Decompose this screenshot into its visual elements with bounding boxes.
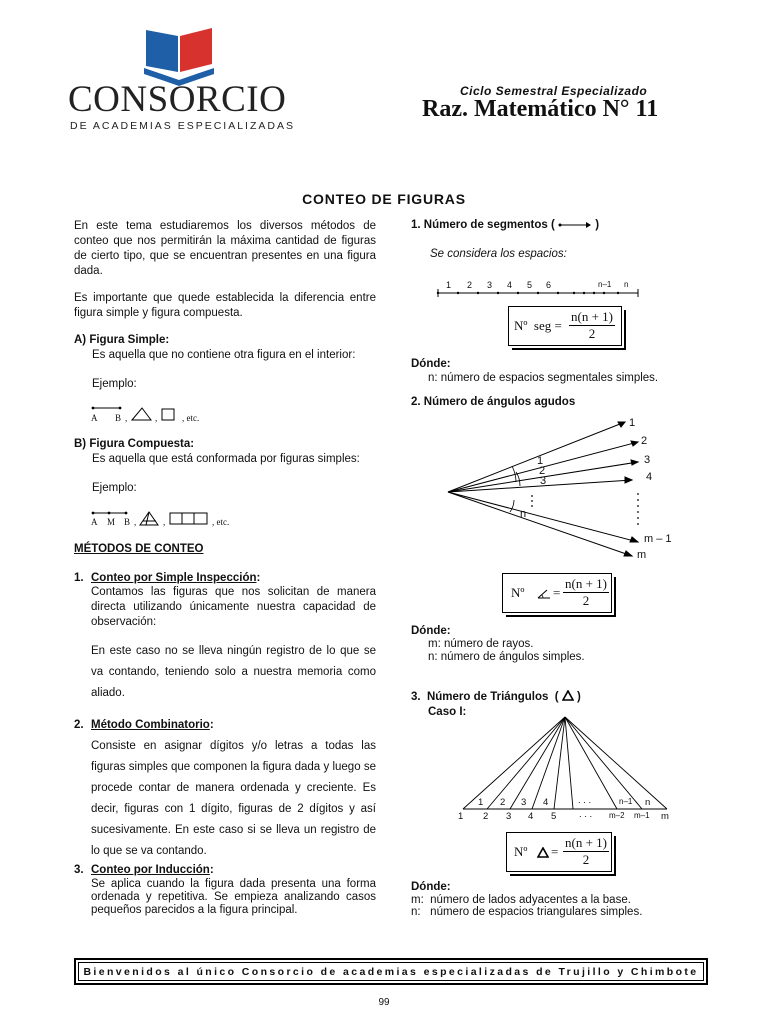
formula-denominator: 2: [582, 852, 590, 867]
method-2-number: 2.: [74, 719, 84, 731]
ray-label: 2: [641, 435, 648, 447]
formula-denominator: 2: [582, 593, 590, 608]
tri-bottom-label: m–1: [634, 811, 650, 820]
tri-top-label: 1: [478, 797, 484, 808]
seg-label: n: [624, 280, 629, 289]
tri-top-label: 3: [521, 797, 527, 808]
footer-banner-text: Bienvenidos al único Consorcio de academias especializadas de Trujillo y Chimbote: [83, 965, 699, 978]
formula-fraction: [563, 835, 609, 868]
page-number: 99: [378, 997, 390, 1008]
angle-label: 1: [537, 455, 544, 467]
tri-top-label: n: [645, 797, 651, 808]
ray-label: 1: [629, 417, 636, 429]
page-title: CONTEO DE FIGURAS: [302, 191, 466, 207]
tri-top-label: 4: [543, 797, 549, 808]
tri-dots: . . .: [579, 809, 593, 820]
logo-subtitle: DE ACADEMIAS ESPECIALIZADAS: [70, 120, 295, 132]
formula-numerator: n(n + 1): [571, 309, 613, 324]
ray-label: 4: [646, 471, 653, 483]
formula-numerator: n(n + 1): [565, 835, 607, 850]
footer-banner: [74, 958, 708, 985]
formula-equals: =: [551, 844, 559, 859]
formula-lhs: Nº: [514, 844, 528, 859]
example-separator: ,: [163, 517, 166, 527]
method-3-number: 3.: [74, 864, 84, 876]
seg-label: 6: [546, 280, 552, 290]
method-1-text-2: En este caso no se lleva ningún registro de lo que se va contando, teniendo solo a nuestra memoria como aliado.: [91, 645, 376, 699]
triangles-case: Caso I:: [428, 706, 467, 718]
method-2-text: Consiste en asignar dígitos y/o letras a todas las figuras simples que componen la figura dada y luego se procede contar de manera ordenada y creciente. Es decir, figuras con 1 dígito, figuras de 2 dígitos y así sucesivamente. En este caso si se lleva un registro de lo que se va contando.: [91, 740, 376, 857]
intro-paragraph: En este tema estudiaremos los diversos métodos de conteo que nos permitirán la máxima cantidad de figuras de cierto tipo, que se encuentran presentes en una figura dada.: [74, 220, 376, 277]
angle-label: 2: [539, 465, 546, 477]
seg-label: 1: [446, 280, 452, 290]
method-3-text: Se aplica cuando la figura dada presenta una forma ordenada y repetitiva. Se empieza analizando casos pequeños parecidos a la figura principal.: [91, 878, 376, 916]
segments-note: Se considera los espacios:: [430, 248, 567, 260]
angle-icon: [537, 589, 551, 599]
angles-formula: [502, 573, 612, 613]
intro-paragraph-2: Es importante que quede establecida la diferencia entre figura simple y figura compuesta.: [74, 292, 376, 319]
method-1-number: 1.: [74, 572, 84, 584]
tri-top-label: n–1: [619, 797, 633, 806]
tri-top-label: 2: [500, 797, 506, 808]
simple-example-figures: [90, 402, 230, 424]
example-etc: , etc.: [182, 413, 200, 423]
triangles-title-close: ): [577, 691, 581, 703]
triangle-icon: [562, 690, 574, 701]
tri-bottom-label: 2: [483, 811, 489, 822]
segment-triangle-square-icon: [90, 402, 190, 424]
angles-where-title: Dónde:: [411, 625, 451, 637]
compound-example-figures: [90, 507, 250, 529]
angle-label: n: [520, 508, 527, 520]
formula-equals: =: [553, 585, 561, 600]
example-separator: ,: [125, 413, 128, 423]
method-2-colon: :: [209, 719, 214, 731]
example-label-m: M: [107, 517, 116, 527]
formula-numerator: n(n + 1): [565, 576, 607, 591]
logo-name: CONSORCIO: [68, 79, 287, 120]
angles-where-n: n: número de ángulos simples.: [428, 651, 585, 663]
method-3-colon: :: [209, 864, 214, 876]
tri-bottom-label: m–2: [609, 811, 625, 820]
triangles-formula: [506, 832, 612, 872]
triangles-where-title: Dónde:: [411, 881, 451, 893]
method-3-heading: [91, 864, 214, 876]
tri-bottom-label: 1: [458, 811, 464, 822]
method-1-colon: :: [256, 572, 261, 584]
compound-figure-title: B) Figura Compuesta:: [74, 438, 195, 450]
example-label-b: B: [124, 517, 131, 527]
simple-figure-text: Es aquella que no contiene otra figura en el interior:: [92, 349, 356, 361]
example-label-a: A: [91, 517, 98, 527]
formula-denominator: 2: [588, 326, 596, 341]
example-etc: , etc.: [212, 517, 230, 527]
ray-label: 3: [644, 454, 651, 466]
example-label-b: B: [115, 413, 122, 423]
tri-bottom-label: m: [661, 811, 669, 822]
segment-arrow-icon: [558, 220, 592, 230]
example-separator: ,: [155, 413, 158, 423]
angles-where-m: m: número de rayos.: [428, 638, 534, 650]
method-2-title: Método Combinatorio: [91, 719, 210, 731]
formula-fraction: [569, 309, 615, 342]
segments-heading: [411, 219, 599, 231]
method-1-title: Conteo por Simple Inspección: [91, 572, 257, 584]
segments-where-text: n: número de espacios segmentales simples.: [428, 372, 659, 384]
triangles-heading: [411, 690, 581, 703]
seg-label: 2: [467, 280, 473, 290]
seg-label: n–1: [598, 280, 612, 289]
simple-example-label: Ejemplo:: [92, 378, 137, 390]
triangles-title: 3. Número de Triángulos (: [411, 691, 559, 703]
compound-example-label: Ejemplo:: [92, 482, 137, 494]
cycle-label: Ciclo Semestral Especializado: [460, 84, 648, 98]
simple-figure-title: A) Figura Simple:: [74, 334, 170, 346]
segments-title-close: ): [595, 219, 600, 231]
tri-dots: . . .: [578, 795, 592, 806]
angle-label: 3: [540, 475, 547, 487]
triangle-labels: [455, 714, 680, 824]
method-1-text: Contamos las figuras que nos solicitan de manera directa utilizando únicamente nuestra capacidad de observación:: [91, 586, 376, 628]
seg-label: 5: [527, 280, 533, 290]
tri-bottom-label: 3: [506, 811, 512, 822]
angles-title: 2. Número de ángulos agudos: [411, 396, 576, 408]
ray-label: m – 1: [644, 533, 672, 545]
method-2-heading: [91, 719, 214, 731]
angle-labels: [440, 414, 680, 564]
example-label-a: A: [91, 413, 98, 423]
logo: [68, 22, 298, 137]
triangles-where-m: m: número de lados adyacentes a la base.: [411, 894, 631, 906]
triangles-where-n: n: número de espacios triangulares simples.: [411, 906, 643, 918]
seg-label: 3: [487, 280, 493, 290]
course-title: Raz. Matemático N° 11: [422, 96, 659, 122]
formula-fraction: [563, 576, 609, 609]
triangle-icon: [537, 847, 549, 858]
segments-title: 1. Número de segmentos (: [411, 219, 555, 231]
formula-lhs: Nº: [511, 585, 525, 600]
compound-figure-text: Es aquella que está conformada por figuras simples:: [92, 453, 360, 465]
formula-lhs: Nº seg =: [514, 318, 562, 333]
tri-bottom-label: 4: [528, 811, 534, 822]
example-separator: ,: [134, 517, 137, 527]
segments-formula: [508, 306, 622, 346]
segments-where-title: Dónde:: [411, 358, 451, 370]
ray-label: m: [637, 549, 647, 561]
method-3-title: Conteo por Inducción: [91, 864, 210, 876]
tri-bottom-label: 5: [551, 811, 557, 822]
segment-labels: [434, 280, 644, 292]
seg-label: 4: [507, 280, 513, 290]
method-1-heading: [91, 572, 260, 584]
methods-title: MÉTODOS DE CONTEO: [74, 543, 204, 555]
